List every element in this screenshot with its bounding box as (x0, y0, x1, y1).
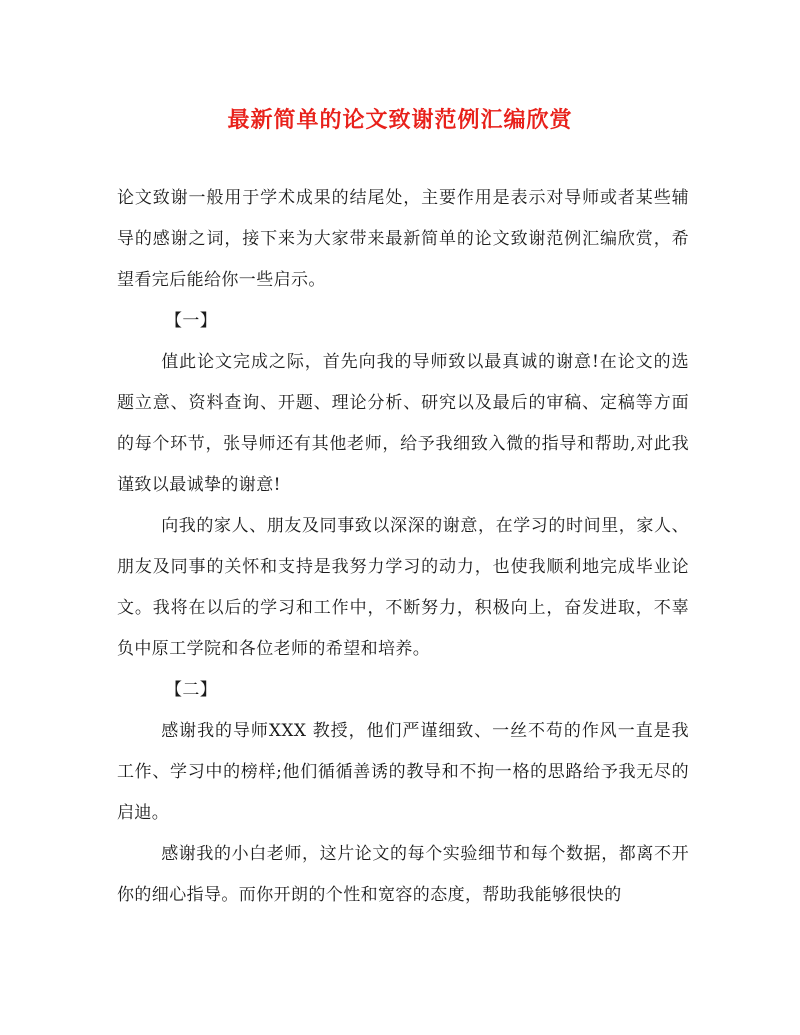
section-heading-1: 【一】 (165, 311, 218, 331)
document-title: 最新简单的论文致谢范例汇编欣赏 (227, 107, 573, 133)
section2-paragraph-2: 感谢我的小白老师，这片论文的每个实验细节和每个数据，都离不开你的细心指导。而你开朗的个性和宽容的态度，帮助我能够很快的 (117, 844, 689, 905)
intro-paragraph: 论文致谢一般用于学术成果的结尾处，主要作用是表示对导师或者某些辅导的感谢之词，接下来为大家带来最新简单的论文致谢范例汇编欣赏，希望看完后能给你一些启示。 (117, 188, 689, 290)
section2-paragraph-1: 感谢我的导师XXX 教授，他们严谨细致、一丝不苟的作风一直是我工作、学习中的榜样;他们循循善诱的教导和不拘一格的思路给予我无尽的启迪。 (117, 721, 689, 823)
document-body (117, 178, 689, 916)
section1-paragraph-1: 值此论文完成之际，首先向我的导师致以最真诚的谢意!在论文的选题立意、资料查询、开题、理论分析、研究以及最后的审稿、定稿等方面的每个环节，张导师还有其他老师，给予我细致入微的指导和帮助,对此我谨致以最诚挚的谢意! (117, 352, 689, 495)
section-heading-2: 【二】 (165, 680, 218, 700)
section1-paragraph-2: 向我的家人、朋友及同事致以深深的谢意，在学习的时间里，家人、朋友及同事的关怀和支持是我努力学习的动力，也使我顺利地完成毕业论文。我将在以后的学习和工作中，不断努力，积极向上，奋发进取，不辜负中原工学院和各位老师的希望和培养。 (117, 516, 689, 659)
